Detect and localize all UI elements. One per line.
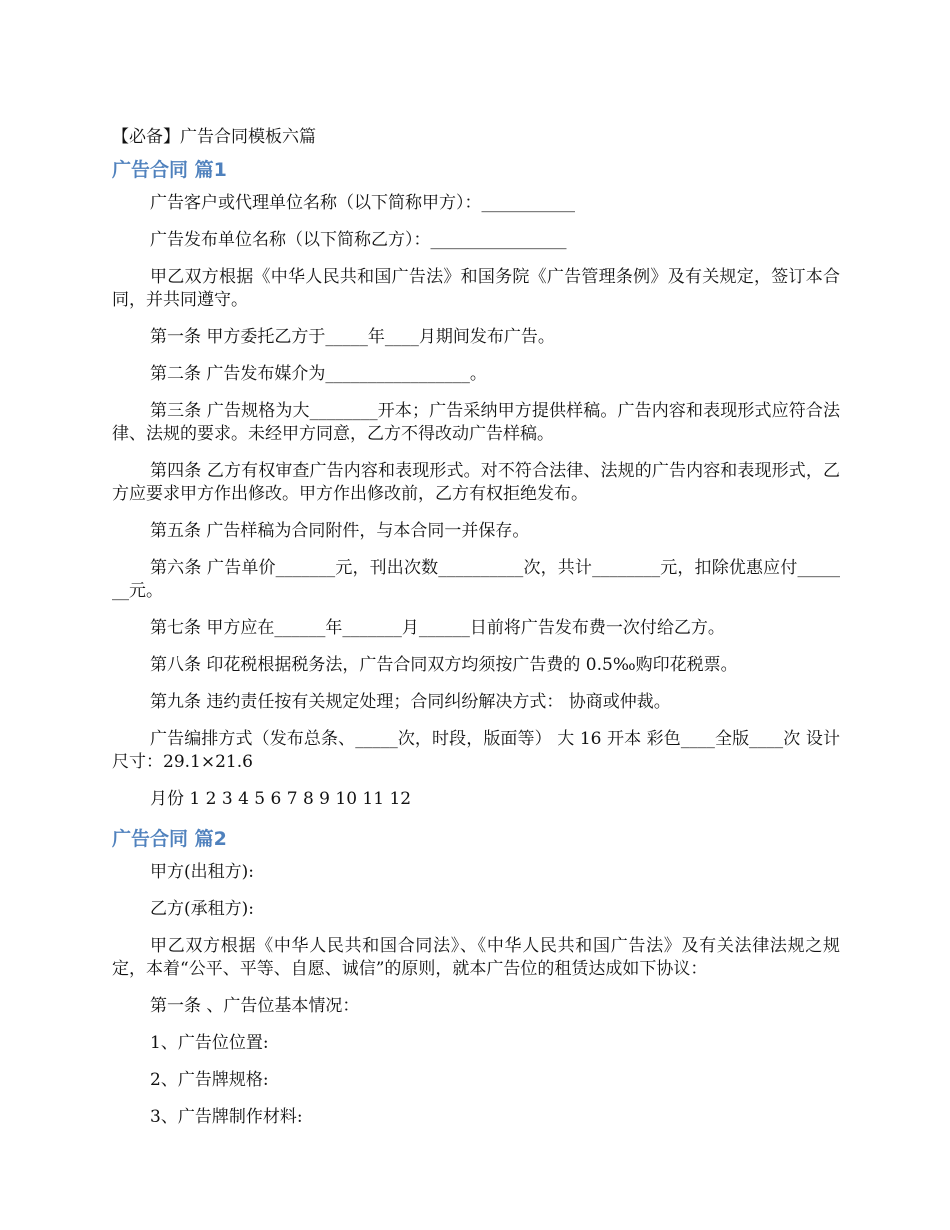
paragraph: 广告发布单位名称（以下简称乙方）：________________ [150,230,567,250]
paragraph: 第一条 甲方委托乙方于_____年____月期间发布广告。 [150,327,555,347]
paragraph: 第一条 、广告位基本情况： [150,996,360,1016]
section-1 [112,156,840,811]
paragraph: 2、广告牌规格: [150,1070,269,1090]
paragraph: 广告客户或代理单位名称（以下简称甲方）：___________ [150,193,575,213]
section-heading: 广告合同 篇2 [112,828,227,850]
paragraph: 甲乙双方根据《中华人民共和国广告法》和国务院《广告管理条例》及有关规定，签订本合同，并共同遵守。 [112,267,840,310]
paragraph: 乙方(承租方): [150,899,254,919]
paragraph: 第九条 违约责任按有关规定处理；合同纠纷解决方式： 协商或仲裁。 [150,692,671,712]
paragraph: 第三条 广告规格为大________开本；广告采纳甲方提供样稿。广告内容和表现形式应符合法律、法规的要求。未经甲方同意，乙方不得改动广告样稿。 [112,401,840,444]
section-2 [112,825,840,1129]
paragraph: 第二条 广告发布媒介为_________________。 [150,364,487,384]
document-page [112,124,840,1143]
paragraph: 月份 1 2 3 4 5 6 7 8 9 10 11 12 [150,789,412,809]
paragraph: 第五条 广告样稿为合同附件，与本合同一并保存。 [150,521,530,541]
paragraph: 甲方(出租方): [150,862,254,882]
paragraph: 第八条 印花税根据税务法，广告合同双方均须按广告费的 0.5‰购印花税票。 [150,655,738,675]
document-title: 【必备】广告合同模板六篇 [112,127,316,147]
section-heading: 广告合同 篇1 [112,159,227,181]
paragraph: 1、广告位位置: [150,1033,269,1053]
paragraph: 第四条 乙方有权审查广告内容和表现形式。对不符合法律、法规的广告内容和表现形式，乙方应要求甲方作出修改。甲方作出修改前，乙方有权拒绝发布。 [112,461,840,504]
paragraph: 3、广告牌制作材料: [150,1107,303,1127]
paragraph: 第七条 甲方应在______年_______月______日前将广告发布费一次付给乙方。 [150,618,725,638]
paragraph: 第六条 广告单价_______元，刊出次数__________次，共计________元，扣除优惠应付_______元。 [112,558,840,601]
paragraph: 甲乙双方根据《中华人民共和国合同法》、《中华人民共和国广告法》及有关法律法规之规定，本着“公平、平等、自愿、诚信”的原则，就本广告位的租赁达成如下协议： [112,936,840,979]
paragraph: 广告编排方式（发布总条、_____次，时段，版面等） 大 16 开本 彩色____全版____次 设计尺寸：29.1×21.6 [112,729,840,772]
